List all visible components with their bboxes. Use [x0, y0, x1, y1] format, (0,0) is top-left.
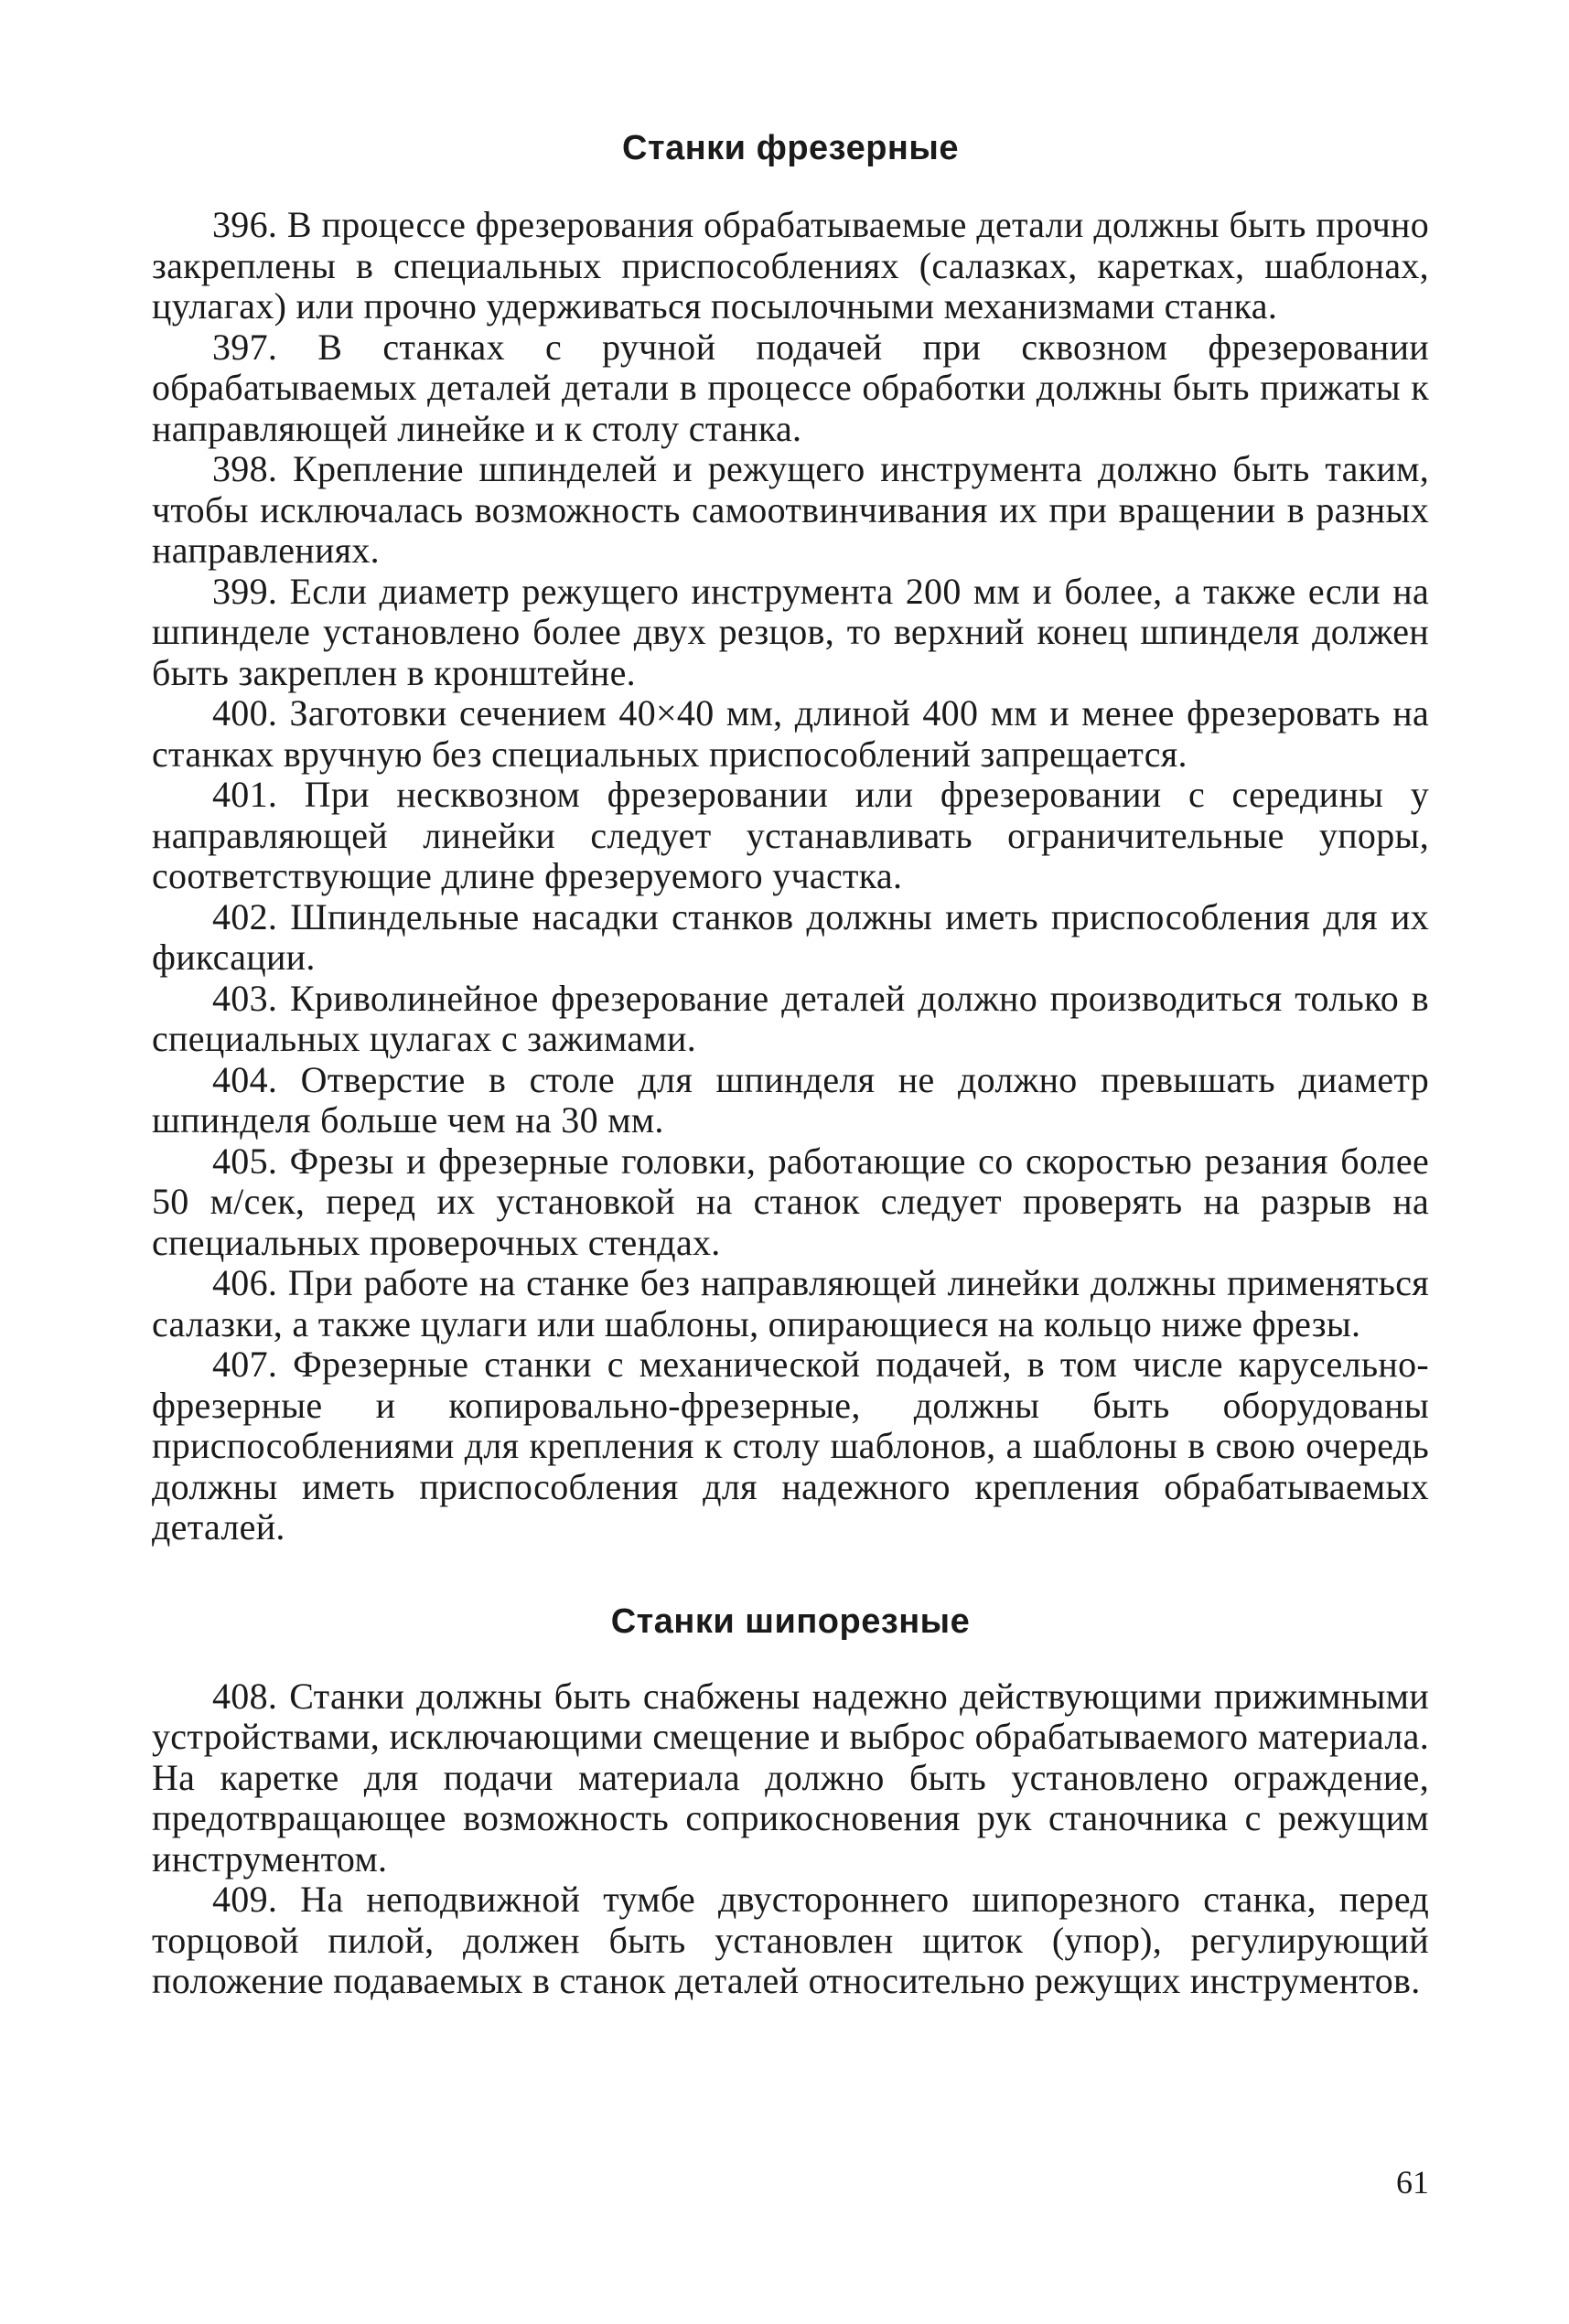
paragraph-406: 406. При работе на станке без направляющей линейки должны применяться салазки, а также цулаги или шаблоны, опирающиеся на кольцо ниже фрезы. [152, 1262, 1429, 1344]
section-title-milling-machines: Станки фрезерные [622, 129, 959, 167]
paragraph-402: 402. Шпиндельные насадки станков должны иметь приспособления для их фиксации. [152, 895, 1429, 978]
section-title-tenoning-machines: Станки шипорезные [610, 1601, 971, 1641]
page-number: 61 [1396, 2164, 1429, 2201]
paragraph-408: 408. Станки должны быть снабжены надежно действующими прижимными устройствами, исключающими смещение и выброс обрабатываемого материала. На каретке для подачи материала должно быть установлено ограждение, предотвращающее возможность соприкосновения рук станочника с режущим инструментом. [152, 1675, 1429, 1880]
paragraph-403: 403. Криволинейное фрезерование деталей должно производиться только в специальных цулагах с зажимами. [152, 977, 1429, 1059]
paragraph-398: 398. Крепление шпинделей и режущего инструмента должно быть таким, чтобы исключалась возможность самоотвинчивания их при вращении в разных направлениях. [152, 448, 1429, 571]
paragraph-404: 404. Отверстие в столе для шпинделя не должно превышать диаметр шпинделя больше чем на 30 мм. [152, 1058, 1429, 1141]
paragraph-407: 407. Фрезерные станки с механической подачей, в том числе карусельно-фрезерные и копировально-фрезерные, должны быть оборудованы приспособлениями для крепления к столу шаблонов, а шаблоны в свою очередь должны иметь приспособления для надежного крепления обрабатываемых деталей. [152, 1344, 1429, 1548]
paragraph-399: 399. Если диаметр режущего инструмента 200 мм и более, а также если на шпинделе установлено более двух резцов, то верхний конец шпинделя должен быть закреплен в кронштейне. [152, 570, 1429, 693]
paragraph-400: 400. Заготовки сечением 40×40 мм, длиной 400 мм и менее фрезеровать на станках вручную без специальных приспособлений запрещается. [152, 692, 1429, 775]
paragraph-397: 397. В станках с ручной подачей при сквозном фрезеровании обрабатываемых деталей детали в процессе обработки должны быть прижаты к направляющей линейке и к столу станка. [152, 326, 1429, 449]
paragraph-409: 409. На неподвижной тумбе двустороннего шипорезного станка, перед торцовой пилой, должен быть установлен щиток (упор), регулирующий положение подаваемых в станок деталей относительно режущих инструментов. [152, 1879, 1429, 2001]
paragraph-405: 405. Фрезы и фрезерные головки, работающие со скоростью резания более 50 м/сек, перед их установкой на станок следует проверять на разрыв на специальных проверочных стендах. [152, 1140, 1429, 1263]
paragraph-401: 401. При несквозном фрезеровании или фрезеровании с середины у направляющей линейки следует устанавливать ограничительные упоры, соответствующие длине фрезеруемого участка. [152, 774, 1429, 896]
paragraph-396: 396. В процессе фрезерования обрабатываемые детали должны быть прочно закреплены в специальных приспособлениях (салазках, каретках, шаблонах, цулагах) или прочно удерживаться посылочными механизмами станка. [152, 204, 1429, 327]
page-body [152, 128, 1429, 2002]
